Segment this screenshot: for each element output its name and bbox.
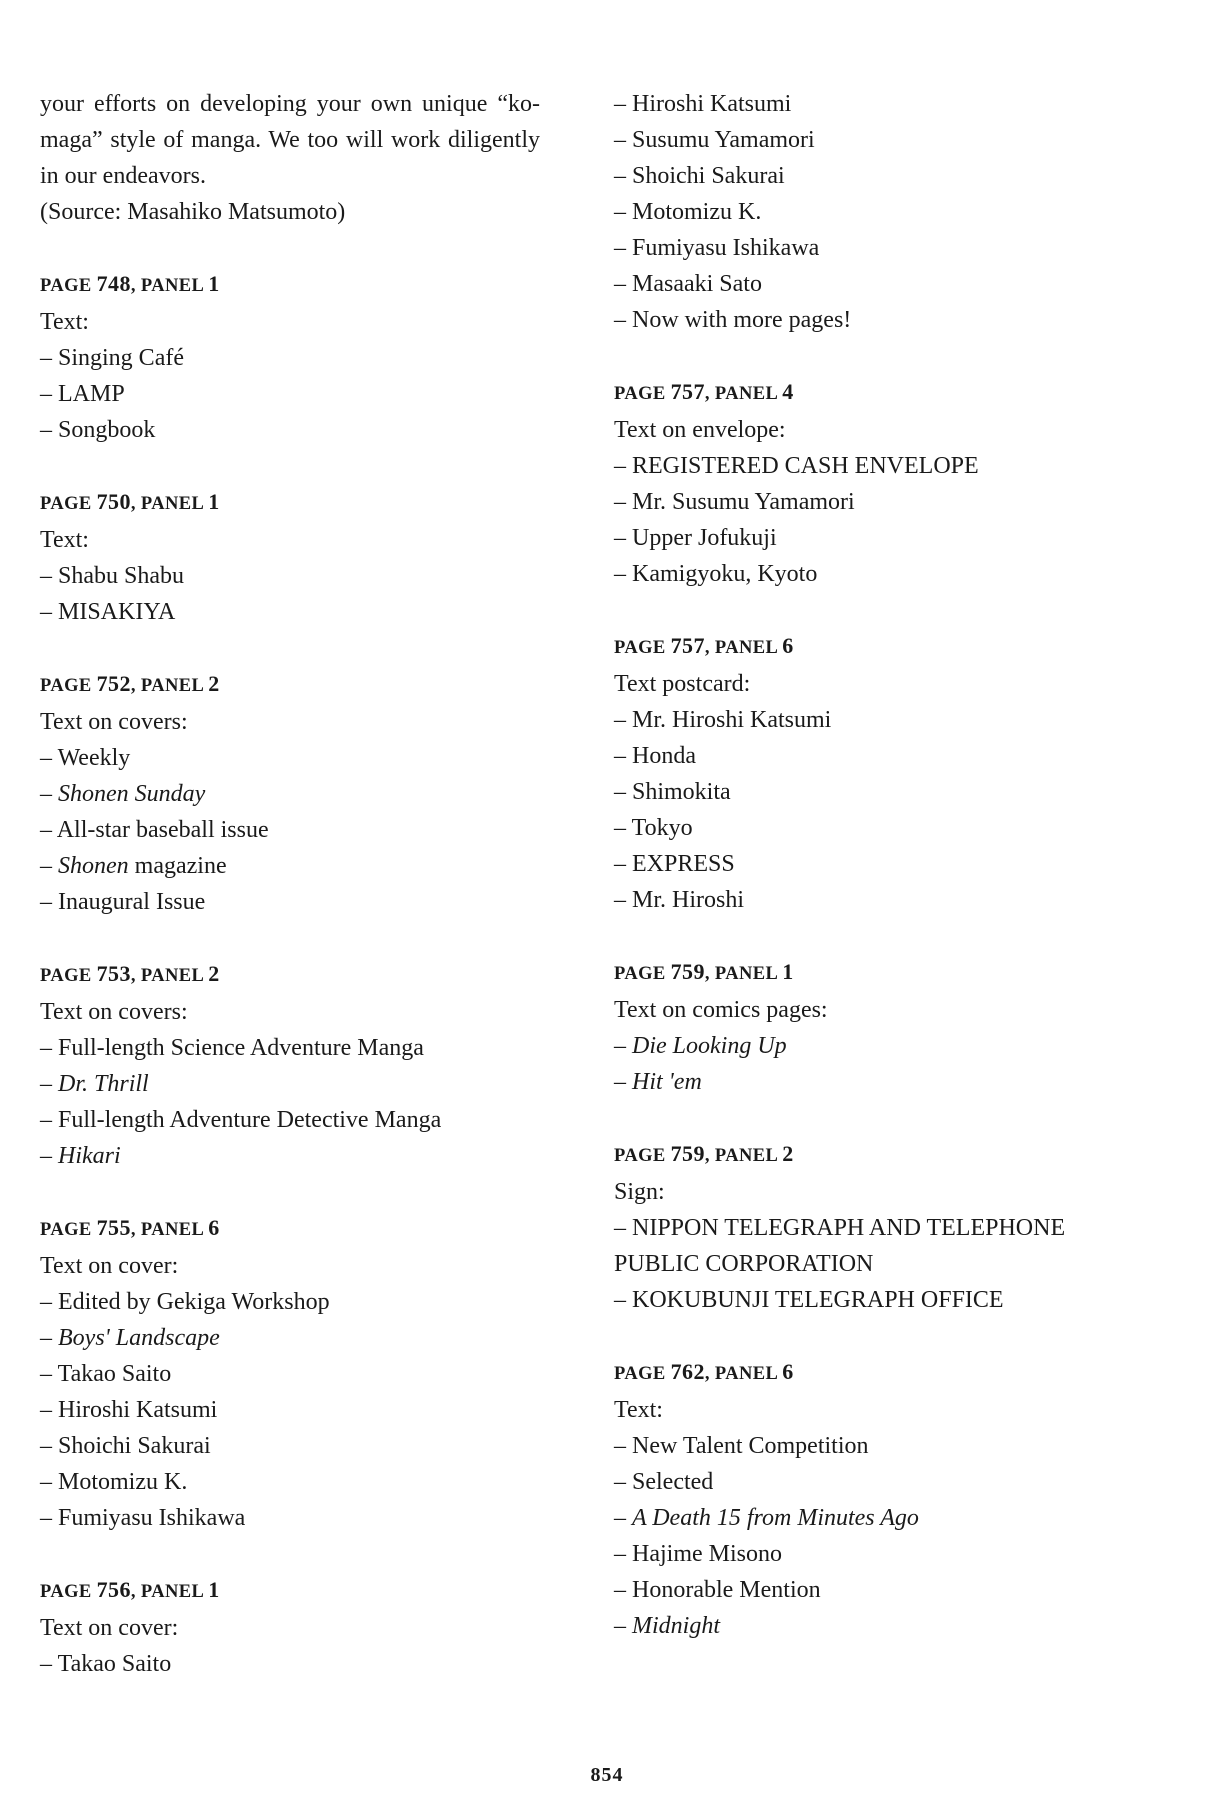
section-label: Text:: [40, 309, 89, 335]
list-dash: –: [614, 199, 632, 225]
list-item: [614, 484, 1114, 520]
list-item: [40, 776, 540, 812]
heading-panel-label: , PANEL: [704, 638, 778, 658]
list-item: [614, 86, 1114, 122]
section-heading: [40, 666, 540, 704]
section-label: Text on covers:: [40, 999, 188, 1025]
heading-panel-number: 1: [782, 959, 794, 984]
list-item: [40, 1500, 540, 1536]
list-item-text: Songbook: [58, 417, 156, 443]
list-item: [614, 556, 1114, 592]
list-item-text: Honda: [632, 743, 696, 769]
list-item-text: New Talent Competition: [632, 1433, 869, 1459]
list-item: [40, 1030, 540, 1066]
list-item-text: Shimokita: [632, 779, 731, 805]
list-item: [614, 846, 1114, 882]
list-dash: –: [614, 1541, 632, 1567]
list-item-text: Die Looking Up: [632, 1033, 787, 1059]
section-heading: [40, 1210, 540, 1248]
section-label: Text on envelope:: [614, 417, 786, 443]
list-item-text: Dr. Thrill: [58, 1071, 149, 1097]
panel-section: [614, 954, 1114, 1100]
heading-prefix: PAGE: [40, 676, 92, 696]
list-dash: –: [614, 887, 632, 913]
list-item-text: Honorable Mention: [632, 1577, 821, 1603]
section-label: Text:: [40, 527, 89, 553]
list-dash: –: [614, 815, 632, 841]
panel-section: [40, 1210, 540, 1536]
list-item-text: A Death 15 from Minutes Ago: [632, 1505, 919, 1531]
heading-panel-label: , PANEL: [130, 1582, 204, 1602]
heading-panel-number: 1: [208, 271, 220, 296]
list-item-text: Upper Jofukuji: [632, 525, 777, 551]
list-item-text: Mr. Hiroshi: [632, 887, 745, 913]
heading-page-number: 752: [96, 671, 131, 696]
list-item-text: Motomizu K.: [632, 199, 762, 225]
section-heading: [40, 484, 540, 522]
list-item-text: Full-length Science Adventure Manga: [58, 1035, 424, 1061]
list-dash: –: [40, 1651, 58, 1677]
panel-section: [614, 1136, 1114, 1318]
list-item: [40, 884, 540, 920]
heading-panel-number: 2: [782, 1141, 794, 1166]
heading-panel-label: , PANEL: [130, 494, 204, 514]
list-dash: –: [614, 525, 632, 551]
left-column: [40, 86, 540, 1682]
list-item: [614, 810, 1114, 846]
list-item-text: Kamigyoku, Kyoto: [632, 561, 818, 587]
list-item: [40, 740, 540, 776]
heading-panel-number: 6: [208, 1215, 220, 1240]
list-item-text: Hiroshi Katsumi: [632, 91, 792, 117]
list-item-text: MISAKIYA: [58, 599, 176, 625]
list-item: [614, 1536, 1114, 1572]
list-item-text: Inaugural Issue: [58, 889, 206, 915]
section-label: Text on cover:: [40, 1253, 179, 1279]
heading-page-number: 757: [670, 379, 705, 404]
heading-page-number: 750: [96, 489, 131, 514]
list-item: [614, 194, 1114, 230]
list-item: [614, 1028, 1114, 1064]
panel-section: [614, 628, 1114, 918]
continued-list: [614, 86, 1114, 338]
list-dash: –: [40, 1469, 58, 1495]
panel-section: [40, 266, 540, 448]
list-item-text: Mr. Hiroshi Katsumi: [632, 707, 832, 733]
list-item-text: Now with more pages!: [632, 307, 852, 333]
heading-prefix: PAGE: [614, 1146, 666, 1166]
list-item-text: Shonen: [58, 853, 129, 879]
heading-page-number: 753: [96, 961, 131, 986]
list-item: [614, 882, 1114, 918]
list-dash: –: [614, 1469, 632, 1495]
list-dash: –: [614, 453, 632, 479]
heading-panel-label: , PANEL: [704, 1364, 778, 1384]
list-dash: –: [614, 1033, 632, 1059]
list-dash: –: [40, 599, 58, 625]
list-dash: –: [614, 851, 632, 877]
list-dash: –: [40, 889, 58, 915]
heading-prefix: PAGE: [40, 276, 92, 296]
list-item-text: Mr. Susumu Yamamori: [632, 489, 855, 515]
list-dash: –: [614, 561, 632, 587]
section-label: Text on comics pages:: [614, 997, 828, 1023]
list-dash: –: [614, 743, 632, 769]
heading-page-number: 759: [670, 959, 705, 984]
list-dash: –: [614, 1433, 632, 1459]
heading-prefix: PAGE: [40, 1220, 92, 1240]
list-dash: –: [614, 1215, 632, 1241]
list-dash: –: [614, 307, 632, 333]
list-item-text: Shoichi Sakurai: [632, 163, 785, 189]
list-item-text: Full-length Adventure Detective Manga: [58, 1107, 442, 1133]
list-item: [40, 1066, 540, 1102]
heading-page-number: 757: [670, 633, 705, 658]
list-dash: –: [614, 1577, 632, 1603]
list-item-text: Fumiyasu Ishikawa: [632, 235, 820, 261]
list-dash: –: [614, 235, 632, 261]
list-item: [614, 230, 1114, 266]
list-item: [40, 1320, 540, 1356]
right-sections: [614, 374, 1114, 1644]
list-dash: –: [614, 127, 632, 153]
list-dash: –: [40, 345, 58, 371]
list-dash: –: [40, 1433, 58, 1459]
section-heading: [614, 1136, 1114, 1174]
list-dash: –: [614, 271, 632, 297]
section-label: Text postcard:: [614, 671, 751, 697]
list-dash: –: [40, 853, 58, 879]
list-item: [614, 1464, 1114, 1500]
heading-prefix: PAGE: [40, 1582, 92, 1602]
list-item: [614, 1064, 1114, 1100]
section-heading: [40, 1572, 540, 1610]
list-item: [40, 1284, 540, 1320]
heading-panel-label: , PANEL: [704, 384, 778, 404]
left-sections: [40, 266, 540, 1682]
list-item: [614, 1428, 1114, 1464]
list-item-text: REGISTERED CASH ENVELOPE: [632, 453, 979, 479]
list-item: [40, 376, 540, 412]
list-dash: –: [40, 781, 58, 807]
list-item: [614, 1210, 1114, 1282]
list-item-text: Masaaki Sato: [632, 271, 762, 297]
panel-section: [40, 1572, 540, 1682]
list-item: [614, 520, 1114, 556]
list-dash: –: [40, 1035, 58, 1061]
heading-panel-label: , PANEL: [130, 276, 204, 296]
panel-section: [40, 956, 540, 1174]
list-dash: –: [40, 1505, 58, 1531]
heading-page-number: 755: [96, 1215, 131, 1240]
list-dash: –: [40, 1361, 58, 1387]
heading-panel-label: , PANEL: [704, 1146, 778, 1166]
heading-prefix: PAGE: [40, 966, 92, 986]
list-item: [40, 412, 540, 448]
list-item-text: Hiroshi Katsumi: [58, 1397, 218, 1423]
heading-panel-number: 6: [782, 1359, 794, 1384]
intro-block: [40, 86, 540, 230]
right-column: [614, 86, 1114, 1644]
list-item: [614, 774, 1114, 810]
list-item: [614, 448, 1114, 484]
section-heading: [40, 266, 540, 304]
list-item: [40, 1138, 540, 1174]
list-dash: –: [40, 1397, 58, 1423]
list-item-text: Tokyo: [631, 815, 693, 841]
list-item-text: KOKUBUNJI TELEGRAPH OFFICE: [632, 1287, 1004, 1313]
heading-panel-label: , PANEL: [704, 964, 778, 984]
list-item: [40, 1356, 540, 1392]
list-dash: –: [614, 1613, 632, 1639]
list-dash: –: [614, 1069, 632, 1095]
list-dash: –: [40, 1071, 58, 1097]
heading-panel-number: 4: [782, 379, 794, 404]
list-item-text: Hikari: [58, 1143, 121, 1169]
list-dash: –: [40, 381, 58, 407]
heading-panel-number: 2: [208, 671, 220, 696]
list-dash: –: [614, 779, 632, 805]
list-item-text: Midnight: [632, 1613, 720, 1639]
section-label: Text:: [614, 1397, 663, 1423]
heading-panel-number: 1: [208, 489, 220, 514]
list-item-text: Shonen Sunday: [58, 781, 206, 807]
list-item: [614, 266, 1114, 302]
heading-panel-number: 2: [208, 961, 220, 986]
list-item-text: Singing Café: [58, 345, 184, 371]
list-item-text: Motomizu K.: [58, 1469, 188, 1495]
heading-page-number: 762: [670, 1359, 705, 1384]
list-dash: –: [40, 417, 58, 443]
list-item: [40, 1428, 540, 1464]
intro-paragraph: your efforts on developing your own unique “ko-maga” style of manga. We too will work diligently in our endeavors.: [40, 91, 540, 189]
list-dash: –: [40, 817, 57, 843]
list-item-text: All-star baseball issue: [56, 817, 269, 843]
list-item: [614, 122, 1114, 158]
list-item: [614, 302, 1114, 338]
heading-page-number: 748: [96, 271, 131, 296]
list-item-text: Shabu Shabu: [58, 563, 184, 589]
section-label: Text on covers:: [40, 709, 188, 735]
section-label: Sign:: [614, 1179, 665, 1205]
list-dash: –: [614, 163, 632, 189]
list-item-text: Takao Saito: [57, 1361, 172, 1387]
list-dash: –: [614, 1505, 632, 1531]
list-item: [40, 1392, 540, 1428]
list-item: [614, 158, 1114, 194]
list-item: [614, 738, 1114, 774]
list-item-text: NIPPON TELEGRAPH AND TELEPHONE PUBLIC CORPORATION: [614, 1215, 1066, 1277]
intro-source: (Source: Masahiko Matsumoto): [40, 199, 346, 225]
section-heading: [614, 954, 1114, 992]
heading-panel-label: , PANEL: [130, 676, 204, 696]
list-dash: –: [40, 1107, 58, 1133]
heading-prefix: PAGE: [614, 1364, 666, 1384]
list-dash: –: [614, 707, 632, 733]
list-dash: –: [614, 489, 632, 515]
list-item: [40, 1464, 540, 1500]
list-item-text: Selected: [632, 1469, 714, 1495]
list-item-text: Edited by Gekiga Workshop: [58, 1289, 330, 1315]
list-item-text: Weekly: [57, 745, 131, 771]
heading-prefix: PAGE: [614, 384, 666, 404]
list-dash: –: [40, 1143, 58, 1169]
list-item: [614, 1608, 1114, 1644]
heading-prefix: PAGE: [614, 638, 666, 658]
heading-panel-number: 6: [782, 633, 794, 658]
heading-panel-label: , PANEL: [130, 1220, 204, 1240]
list-item: [40, 340, 540, 376]
list-item: [40, 558, 540, 594]
list-item: [614, 1282, 1114, 1318]
list-dash: –: [614, 1287, 632, 1313]
list-dash: –: [40, 1325, 58, 1351]
section-label: Text on cover:: [40, 1615, 179, 1641]
panel-section: [40, 666, 540, 920]
list-item-text: EXPRESS: [632, 851, 735, 877]
list-item-suffix: magazine: [128, 853, 227, 879]
section-heading: [40, 956, 540, 994]
list-item: [40, 1646, 540, 1682]
list-item: [614, 702, 1114, 738]
heading-page-number: 759: [670, 1141, 705, 1166]
panel-section: [40, 484, 540, 630]
list-item-text: Boys' Landscape: [58, 1325, 220, 1351]
heading-prefix: PAGE: [40, 494, 92, 514]
list-item-text: LAMP: [58, 381, 125, 407]
list-item: [40, 594, 540, 630]
section-heading: [614, 1354, 1114, 1392]
list-item: [40, 1102, 540, 1138]
list-item: [614, 1500, 1114, 1536]
section-heading: [614, 628, 1114, 666]
list-item: [40, 848, 540, 884]
section-heading: [614, 374, 1114, 412]
page-number: 854: [590, 1764, 624, 1786]
list-dash: –: [40, 1289, 58, 1315]
list-dash: –: [614, 91, 632, 117]
list-item: [40, 812, 540, 848]
list-item-text: Shoichi Sakurai: [58, 1433, 211, 1459]
panel-section: [614, 1354, 1114, 1644]
list-item-text: Hajime Misono: [632, 1541, 782, 1567]
list-item-text: Takao Saito: [57, 1651, 172, 1677]
list-dash: –: [40, 745, 58, 771]
panel-section: [614, 374, 1114, 592]
heading-prefix: PAGE: [614, 964, 666, 984]
heading-panel-number: 1: [208, 1577, 220, 1602]
list-dash: –: [40, 563, 58, 589]
list-item-text: Susumu Yamamori: [632, 127, 815, 153]
list-item-text: Fumiyasu Ishikawa: [58, 1505, 246, 1531]
list-item: [614, 1572, 1114, 1608]
heading-panel-label: , PANEL: [130, 966, 204, 986]
heading-page-number: 756: [96, 1577, 131, 1602]
list-item-text: Hit 'em: [632, 1069, 702, 1095]
